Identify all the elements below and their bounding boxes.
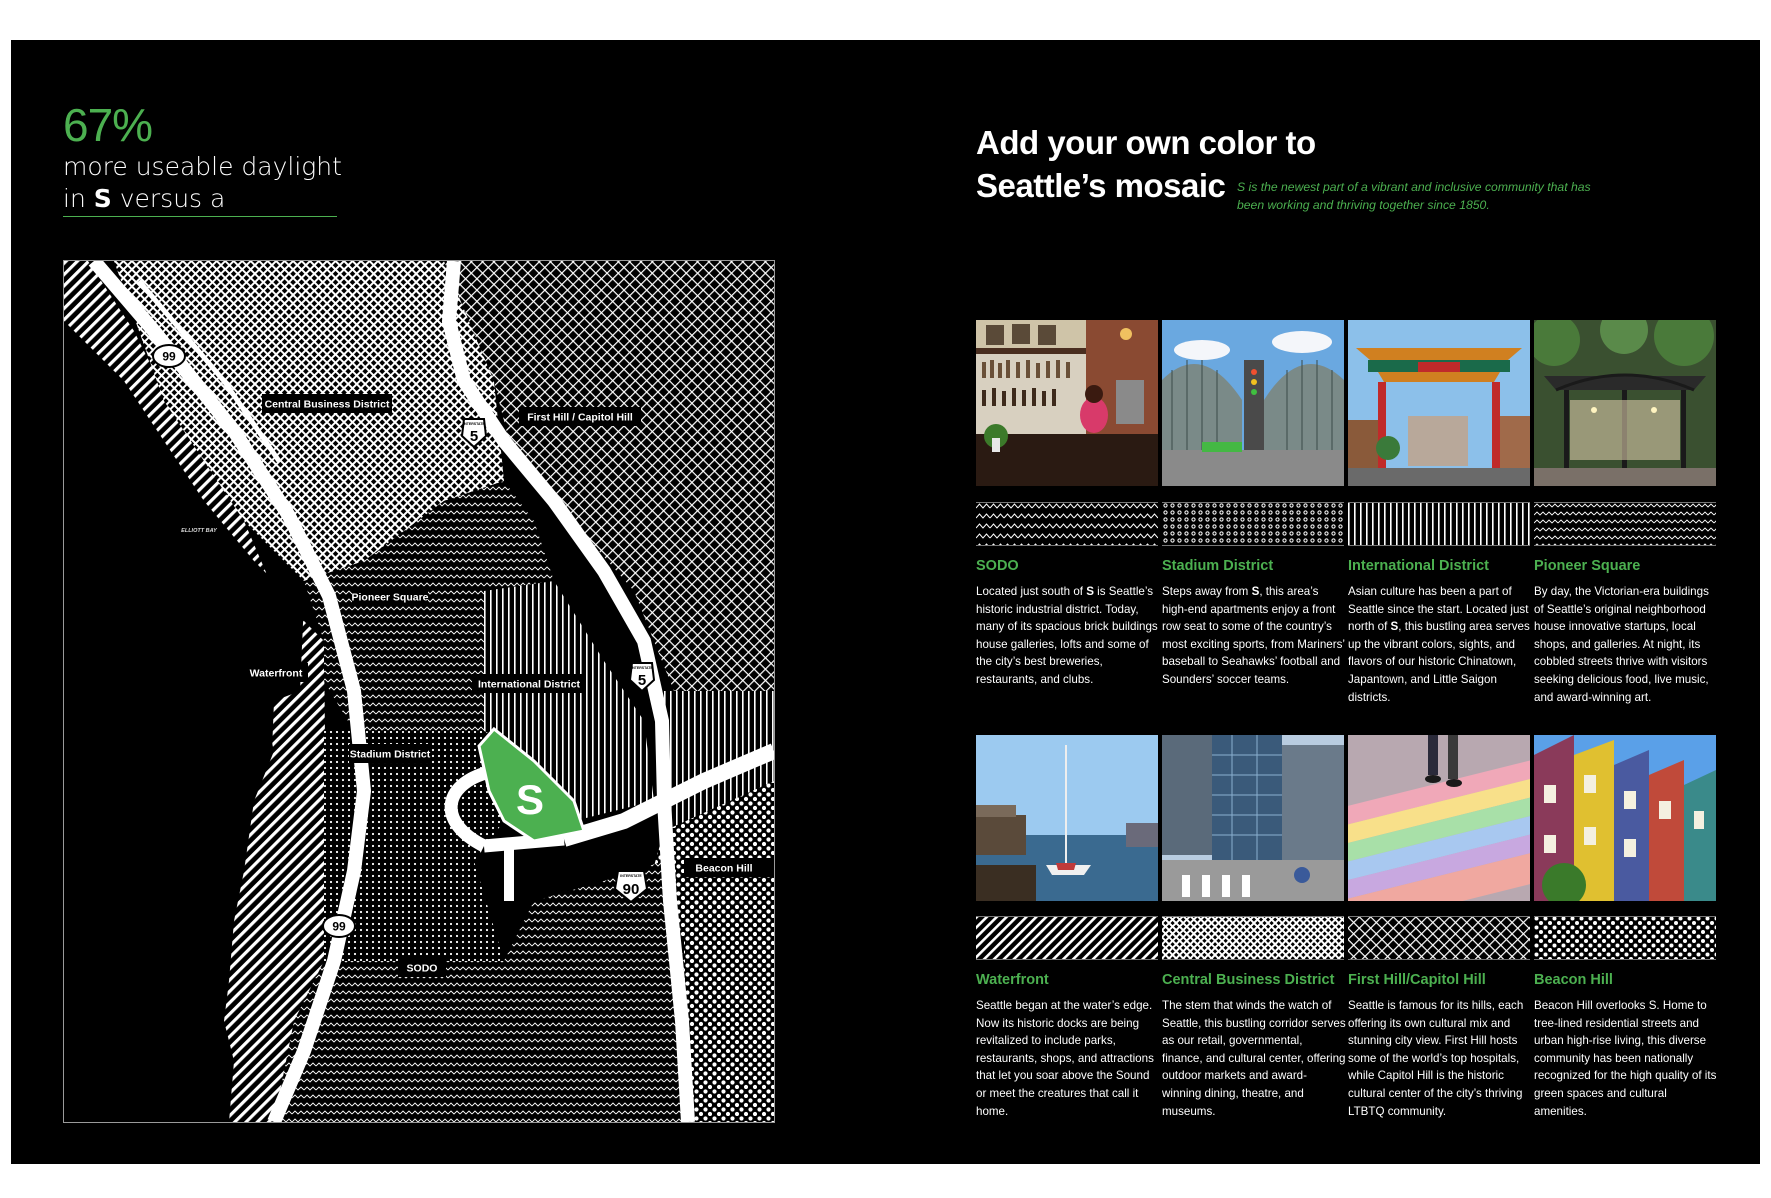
district-body-stadium-pre: Steps away from xyxy=(1162,585,1252,598)
map-label-firsthill xyxy=(519,407,641,426)
photo-beacon-image xyxy=(1534,735,1716,901)
pattern-bar-pioneer-rule-bottom xyxy=(1534,545,1716,546)
district-title-waterfront: Waterfront xyxy=(976,972,1049,988)
pattern-bar-stadium-svg xyxy=(1162,502,1344,546)
pattern-bar-cbd-rule-top xyxy=(1162,916,1344,917)
district-title-intl: International District xyxy=(1348,558,1489,574)
photo-firsthill-image xyxy=(1348,735,1530,901)
pattern-bar-beacon-rule-bottom xyxy=(1534,959,1716,960)
map-label-pioneer-text: Pioneer Square xyxy=(351,591,429,604)
stat-rule xyxy=(63,216,337,217)
photo-sodo-image xyxy=(976,320,1158,486)
photo-beacon xyxy=(1534,735,1716,901)
pattern-bar-intl-rule-bottom xyxy=(1348,545,1530,546)
pattern-bar-pioneer xyxy=(1534,502,1716,546)
map-label-beacon xyxy=(684,858,774,877)
stat-percent: 67% xyxy=(63,99,153,151)
pattern-bar-intl-svg xyxy=(1348,502,1530,546)
map-label-beacon-text: Beacon Hill xyxy=(695,862,753,875)
pattern-bar-beacon xyxy=(1534,916,1716,960)
photo-intl xyxy=(1348,320,1530,486)
pattern-bar-stadium-rule-top xyxy=(1162,502,1344,503)
pattern-bar-stadium xyxy=(1162,502,1344,546)
map-label-firsthill-text: First Hill / Capitol Hill xyxy=(527,411,633,424)
pattern-bar-cbd xyxy=(1162,916,1344,960)
photo-sodo xyxy=(976,320,1158,486)
pattern-bar-sodo-rule-bottom xyxy=(976,545,1158,546)
district-body-cbd: The stem that winds the watch of Seattle, this bustling corridor serves as our retail, governmental, finance, and cultural center, offering outdoor markets and award-winning dining, theatre, and museums. xyxy=(1162,999,1346,1118)
pattern-bar-firsthill-rule-top xyxy=(1348,916,1530,917)
pattern-bar-pioneer-rule-top xyxy=(1534,502,1716,503)
district-body-waterfront: Seattle began at the water’s edge. Now its historic docks are being revitalized to include parks, restaurants, shops, and attractions that let you soar above the Sound or meet the creatures that call it home. xyxy=(976,999,1154,1118)
section-tagline: S is the newest part of a vibrant and inclusive community that has been working and thriving together since 1850. xyxy=(1237,180,1591,212)
pattern-bar-stadium-rule-bottom xyxy=(1162,545,1344,546)
pattern-bar-sodo-svg xyxy=(976,502,1158,546)
neighborhood-map xyxy=(63,260,775,1123)
hwy99-shield-south-label: 99 xyxy=(332,919,346,934)
photo-stadium-image xyxy=(1162,320,1344,486)
district-body-sodo xyxy=(976,583,1160,689)
map-label-sodo-text: SODO xyxy=(406,962,438,975)
district-body-sodo-pre: Located just south of xyxy=(976,585,1087,598)
section-heading-line-1: Add your own color to xyxy=(976,124,1316,161)
photo-pioneer-image xyxy=(1534,320,1716,486)
district-body-stadium-post: , this area’s high-end apartments enjoy a front row seat to some of the country’s most exciting sports, from Mariners’ baseball to Seahawks’ football and Sounders’ soccer teams. xyxy=(1162,585,1345,686)
photo-waterfront-image xyxy=(976,735,1158,901)
site-marker-letter: S xyxy=(515,776,545,823)
district-title-cbd: Central Business District xyxy=(1162,972,1335,988)
district-body-intl xyxy=(1348,583,1532,706)
section-heading-line-2: Seattle’s mosaic xyxy=(976,167,1226,204)
map-label-waterfront xyxy=(244,663,308,682)
stat-brand: S xyxy=(93,184,112,213)
brochure-spread xyxy=(11,40,1760,1164)
photo-cbd-image xyxy=(1162,735,1344,901)
district-title-firsthill: First Hill/Capitol Hill xyxy=(1348,972,1486,988)
map-label-pioneer xyxy=(351,587,428,606)
hwy99-shield-south xyxy=(323,915,355,937)
i5-shield-south-label: 5 xyxy=(637,672,647,689)
district-body-stadium xyxy=(1162,583,1346,689)
photo-pioneer xyxy=(1534,320,1716,486)
i90-shield-label: 90 xyxy=(622,881,640,898)
map-label-intl-text: International District xyxy=(477,678,581,691)
district-body-pioneer: By day, the Victorian-era buildings of Seattle’s original neighborhood house innovative startups, local shops, and galleries. At night, its cobbled streets thrive with visitors seeking delicious food, live music, and award-winning art. xyxy=(1534,585,1709,704)
map-label-elliott: ELLIOTT BAY xyxy=(181,528,217,534)
hwy99-shield-north-label: 99 xyxy=(162,349,176,364)
pattern-bar-intl xyxy=(1348,502,1530,546)
map-label-stadium xyxy=(349,744,431,763)
district-body-sodo-post: is Seattle’s historic industrial district. Today, many of its spacious brick buildings house galleries, lofts and some of the city’s best breweries, restaurants, and clubs. xyxy=(976,585,1158,686)
pattern-bar-waterfront-svg xyxy=(976,916,1158,960)
pattern-bar-beacon-rule-top xyxy=(1534,916,1716,917)
i90-shield-top: INTERSTATE xyxy=(620,874,642,878)
map-label-stadium-text: Stadium District xyxy=(349,748,431,761)
map-label-cbd xyxy=(262,394,392,413)
district-body-stadium-brand: S xyxy=(1251,585,1260,598)
pattern-bar-firsthill-svg xyxy=(1348,916,1530,960)
pattern-bar-sodo xyxy=(976,502,1158,546)
photo-intl-image xyxy=(1348,320,1530,486)
district-title-stadium: Stadium District xyxy=(1162,558,1274,574)
district-body-beacon: Beacon Hill overlooks S. Home to tree-lined residential streets and urban high-rise living, this diverse community has been nationally recognized for the high quality of its green spaces and cultural amenities. xyxy=(1534,999,1717,1118)
district-title-pioneer: Pioneer Square xyxy=(1534,558,1641,574)
stat-line-1: more useable daylight xyxy=(63,152,342,181)
stat-line-2 xyxy=(63,184,225,213)
pattern-bar-cbd-svg xyxy=(1162,916,1344,960)
pattern-bar-waterfront-rule-top xyxy=(976,916,1158,917)
i5-shield-south-top: INTERSTATE xyxy=(631,666,653,670)
pattern-bar-intl-rule-top xyxy=(1348,502,1530,503)
photo-stadium xyxy=(1162,320,1344,486)
pattern-bar-firsthill-rule-bottom xyxy=(1348,959,1530,960)
pattern-bar-beacon-svg xyxy=(1534,916,1716,960)
district-body-intl-post: , this bustling area serves up the vibrant colors, sights, and flavors of our historic Chinatown, Japantown, and Little Saigon districts. xyxy=(1348,620,1530,704)
pattern-bar-waterfront xyxy=(976,916,1158,960)
map-label-waterfront-text: Waterfront xyxy=(249,667,303,680)
district-body-intl-pre: Asian culture has been a part of Seattle since the start. Located just north of xyxy=(1348,585,1529,634)
stat-line-2-prefix: in xyxy=(63,184,94,213)
district-body-firsthill: Seattle is famous for its hills, each offering its own cultural mix and stunning city view. First Hill hosts some of the world’s top hospitals, while Capitol Hill is the historic cultural center of the city’s thriving LTBTQ community. xyxy=(1348,999,1524,1118)
pattern-bar-firsthill xyxy=(1348,916,1530,960)
map-label-sodo xyxy=(398,958,446,977)
district-title-sodo: SODO xyxy=(976,558,1019,574)
map-label-cbd-text: Central Business District xyxy=(264,398,390,411)
photo-waterfront xyxy=(976,735,1158,901)
pattern-bar-pioneer-svg xyxy=(1534,502,1716,546)
district-body-sodo-brand: S xyxy=(1086,585,1094,598)
map-graphic xyxy=(64,261,774,1122)
district-body-intl-brand: S xyxy=(1390,620,1399,634)
map-label-intl xyxy=(472,674,586,693)
hwy99-shield-north xyxy=(153,345,185,367)
pattern-bar-cbd-rule-bottom xyxy=(1162,959,1344,960)
stat-line-2-suffix: versus a xyxy=(111,184,226,213)
photo-cbd xyxy=(1162,735,1344,901)
i5-shield-north-top: INTERSTATE xyxy=(463,422,485,426)
pattern-bar-waterfront-rule-bottom xyxy=(976,959,1158,960)
i5-shield-north-label: 5 xyxy=(469,428,479,445)
photo-firsthill xyxy=(1348,735,1530,901)
pattern-bar-sodo-rule-top xyxy=(976,502,1158,503)
district-title-beacon: Beacon Hill xyxy=(1534,972,1613,988)
